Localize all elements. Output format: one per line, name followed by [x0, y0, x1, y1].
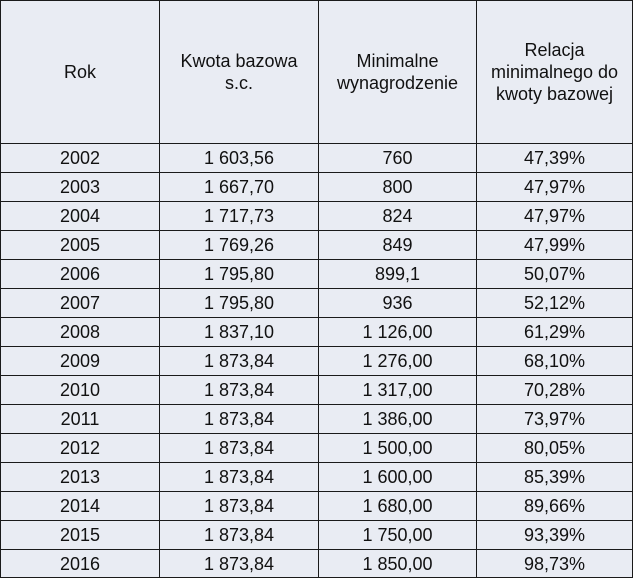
header-ratio-line: kwoty bazowej	[495, 84, 614, 104]
cell-ratio: 93,39%	[477, 521, 633, 550]
cell-base-amount: 1 873,84	[160, 521, 319, 550]
cell-year: 2005	[1, 231, 160, 260]
cell-ratio: 47,97%	[477, 202, 633, 231]
header-base-amount-line: Kwota bazowa	[180, 51, 298, 71]
cell-ratio: 61,29%	[477, 318, 633, 347]
cell-min-wage: 1 276,00	[319, 347, 477, 376]
cell-ratio: 47,99%	[477, 231, 633, 260]
cell-ratio: 80,05%	[477, 434, 633, 463]
cell-ratio: 50,07%	[477, 260, 633, 289]
cell-base-amount: 1 873,84	[160, 405, 319, 434]
table-row	[1, 347, 633, 376]
table-row	[1, 376, 633, 405]
cell-ratio: 47,97%	[477, 173, 633, 202]
cell-ratio: 47,39%	[477, 144, 633, 173]
cell-min-wage: 1 750,00	[319, 521, 477, 550]
cell-min-wage: 1 386,00	[319, 405, 477, 434]
header-base-amount-line: s.c.	[224, 73, 253, 93]
header-ratio-line: minimalnego do	[490, 62, 619, 82]
cell-min-wage: 849	[319, 231, 477, 260]
header-min-wage-line: wynagrodzenie	[336, 73, 459, 93]
cell-year: 2003	[1, 173, 160, 202]
cell-min-wage: 1 680,00	[319, 492, 477, 521]
cell-ratio: 98,73%	[477, 550, 633, 578]
cell-base-amount: 1 795,80	[160, 260, 319, 289]
header-ratio	[477, 1, 633, 144]
cell-year: 2006	[1, 260, 160, 289]
cell-min-wage: 1 850,00	[319, 550, 477, 578]
table-row	[1, 521, 633, 550]
table-row	[1, 492, 633, 521]
table-row	[1, 144, 633, 173]
cell-base-amount: 1 873,84	[160, 347, 319, 376]
cell-min-wage: 824	[319, 202, 477, 231]
cell-base-amount: 1 873,84	[160, 550, 319, 578]
header-year	[1, 1, 160, 144]
table-row	[1, 550, 633, 578]
cell-base-amount: 1 667,70	[160, 173, 319, 202]
cell-year: 2012	[1, 434, 160, 463]
header-base-amount	[160, 1, 319, 144]
table-row	[1, 405, 633, 434]
cell-year: 2011	[1, 405, 160, 434]
cell-base-amount: 1 717,73	[160, 202, 319, 231]
cell-min-wage: 1 500,00	[319, 434, 477, 463]
cell-ratio: 89,66%	[477, 492, 633, 521]
header-min-wage-line: Minimalne	[356, 51, 439, 71]
cell-year: 2007	[1, 289, 160, 318]
cell-min-wage: 1 600,00	[319, 463, 477, 492]
cell-base-amount: 1 873,84	[160, 492, 319, 521]
cell-year: 2002	[1, 144, 160, 173]
table-row	[1, 318, 633, 347]
cell-min-wage: 899,1	[319, 260, 477, 289]
cell-year: 2009	[1, 347, 160, 376]
table-row	[1, 260, 633, 289]
cell-year: 2004	[1, 202, 160, 231]
cell-min-wage: 760	[319, 144, 477, 173]
table-row	[1, 434, 633, 463]
header-min-wage	[319, 1, 477, 144]
cell-year: 2015	[1, 521, 160, 550]
cell-base-amount: 1 795,80	[160, 289, 319, 318]
header-ratio-line: Relacja	[524, 40, 585, 60]
table-row	[1, 202, 633, 231]
cell-ratio: 52,12%	[477, 289, 633, 318]
table-row	[1, 463, 633, 492]
cell-min-wage: 800	[319, 173, 477, 202]
cell-ratio: 70,28%	[477, 376, 633, 405]
cell-base-amount: 1 873,84	[160, 463, 319, 492]
cell-ratio: 85,39%	[477, 463, 633, 492]
cell-base-amount: 1 837,10	[160, 318, 319, 347]
table-header-row	[1, 1, 633, 144]
cell-base-amount: 1 873,84	[160, 434, 319, 463]
header-year-text: Rok	[63, 62, 96, 82]
cell-min-wage: 936	[319, 289, 477, 318]
cell-year: 2008	[1, 318, 160, 347]
cell-year: 2010	[1, 376, 160, 405]
cell-year: 2013	[1, 463, 160, 492]
cell-ratio: 68,10%	[477, 347, 633, 376]
cell-year: 2016	[1, 550, 160, 578]
table-row	[1, 173, 633, 202]
cell-min-wage: 1 317,00	[319, 376, 477, 405]
cell-base-amount: 1 769,26	[160, 231, 319, 260]
cell-base-amount: 1 873,84	[160, 376, 319, 405]
cell-base-amount: 1 603,56	[160, 144, 319, 173]
table-row	[1, 231, 633, 260]
cell-ratio: 73,97%	[477, 405, 633, 434]
cell-min-wage: 1 126,00	[319, 318, 477, 347]
cell-year: 2014	[1, 492, 160, 521]
table-row	[1, 289, 633, 318]
